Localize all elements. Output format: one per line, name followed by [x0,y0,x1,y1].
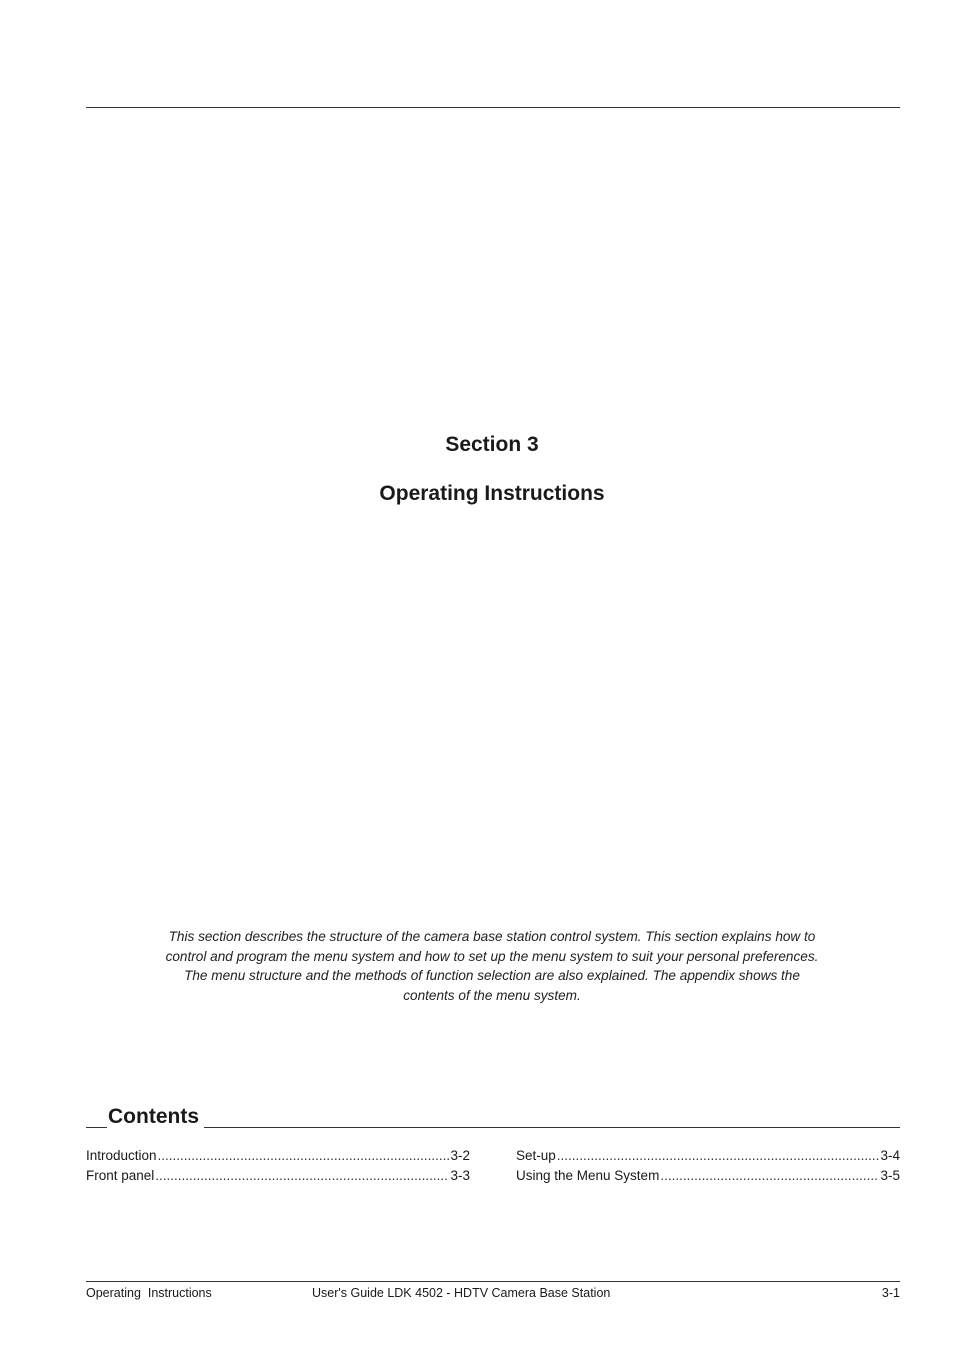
intro-line: control and program the menu system and how to set up the menu system to suit your personal preferences. [165,948,819,964]
footer-document-title: User's Guide LDK 4502 - HDTV Camera Base Station [312,1286,611,1300]
toc-entry-title: Using the Menu System [516,1167,660,1183]
toc-entry-page: 3-4 [880,1148,900,1163]
intro-line: contents of the menu system. [403,987,581,1003]
toc-entry-page: 3-5 [880,1167,900,1183]
section-number: Section 3 [445,433,539,456]
heading-lead-rule [86,1127,107,1128]
heading-tail-rule [204,1127,900,1128]
footer-section-name: Operating Instructions [86,1286,212,1300]
toc-entry-front-panel[interactable] [86,1166,470,1186]
toc-entry-title: Front panel [86,1167,155,1183]
toc-dot-leader [158,1146,450,1166]
intro-paragraph [130,927,854,1005]
footer-rule [86,1281,900,1282]
toc-entry-title: Introduction [86,1148,157,1163]
toc-entry-page: 3-2 [450,1148,470,1163]
toc-entry-using-menu-system[interactable] [516,1166,900,1186]
toc-dot-leader [660,1166,879,1186]
top-rule [86,107,900,108]
intro-line: This section describes the structure of the camera base station control system. This section explains how to [168,929,816,944]
toc-entry-introduction[interactable] [86,1146,470,1166]
toc-entry-set-up[interactable] [516,1146,900,1166]
contents-heading-label: Contents [108,1105,199,1128]
toc-dot-leader [155,1166,449,1186]
toc-entry-page: 3-3 [450,1167,470,1183]
contents-heading [86,1105,900,1129]
toc-column-left [86,1146,470,1185]
toc-column-right [516,1146,900,1185]
toc-dot-leader [557,1146,880,1166]
intro-line: The menu structure and the methods of function selection are also explained. The appendix shows the [184,968,800,983]
page-title: Operating Instructions [379,482,605,505]
footer-page-number: 3-1 [881,1286,900,1300]
toc-entry-title: Set-up [516,1148,556,1163]
